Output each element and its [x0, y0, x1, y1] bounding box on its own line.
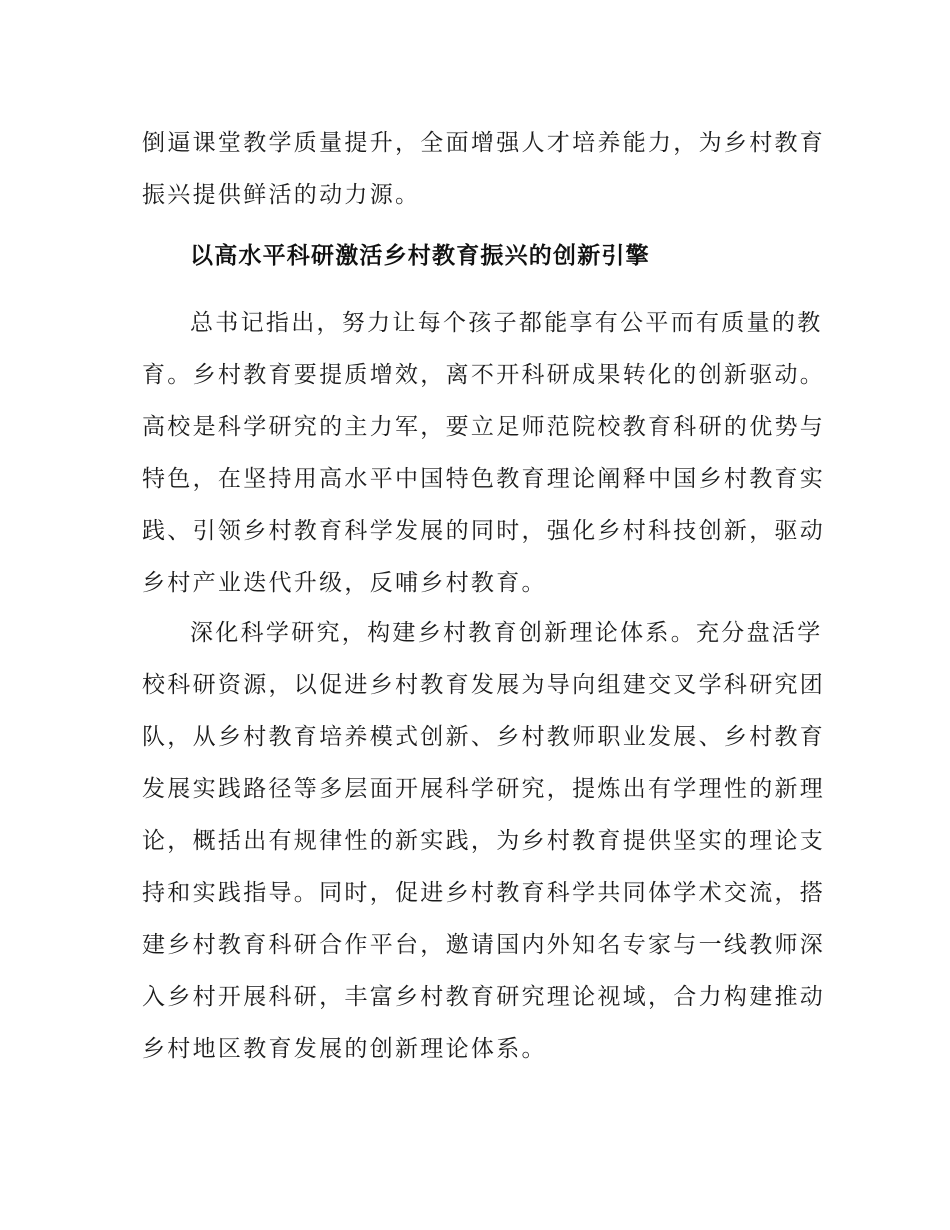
text-line: 队，从乡村教育培养模式创新、乡村教师职业发展、乡村教育: [142, 724, 826, 750]
text-line: 总书记指出，努力让每个孩子都能享有公平而有质量的教: [190, 310, 823, 336]
text-line: 倒逼课堂教学质量提升，全面增强人才培养能力，为乡村教育: [142, 130, 826, 156]
text-line: 发展实践路径等多层面开展科学研究，提炼出有学理性的新理: [142, 776, 826, 802]
text-line: 特色，在坚持用高水平中国特色教育理论阐释中国乡村教育实: [142, 466, 826, 492]
text-line: 持和实践指导。同时，促进乡村教育科学共同体学术交流，搭: [142, 880, 826, 906]
paragraph-research: [142, 607, 826, 1075]
text-line: 建乡村教育科研合作平台，邀请国内外知名专家与一线教师深: [142, 932, 826, 958]
text-line: 乡村产业迭代升级，反哺乡村教育。: [142, 570, 547, 596]
paragraph-directive: [142, 297, 826, 609]
text-line: 践、引领乡村教育科学发展的同时，强化乡村科技创新，驱动: [142, 518, 826, 544]
text-line: 育。乡村教育要提质增效，离不开科研成果转化的创新驱动。: [142, 362, 826, 388]
paragraph-continuation: [142, 117, 826, 221]
text-line: 论，概括出有规律性的新实践，为乡村教育提供坚实的理论支: [142, 828, 826, 854]
text-line: 深化科学研究，构建乡村教育创新理论体系。充分盘活学: [190, 620, 823, 646]
text-line: 入乡村开展科研，丰富乡村教育研究理论视域，合力构建推动: [142, 984, 826, 1010]
text-line: 校科研资源，以促进乡村教育发展为导向组建交叉学科研究团: [142, 672, 826, 698]
text-line: 高校是科学研究的主力军，要立足师范院校教育科研的优势与: [142, 414, 826, 440]
text-line: 振兴提供鲜活的动力源。: [142, 182, 421, 208]
section-heading: 以高水平科研激活乡村教育振兴的创新引擎: [190, 243, 650, 269]
text-line: 乡村地区教育发展的创新理论体系。: [142, 1036, 547, 1062]
